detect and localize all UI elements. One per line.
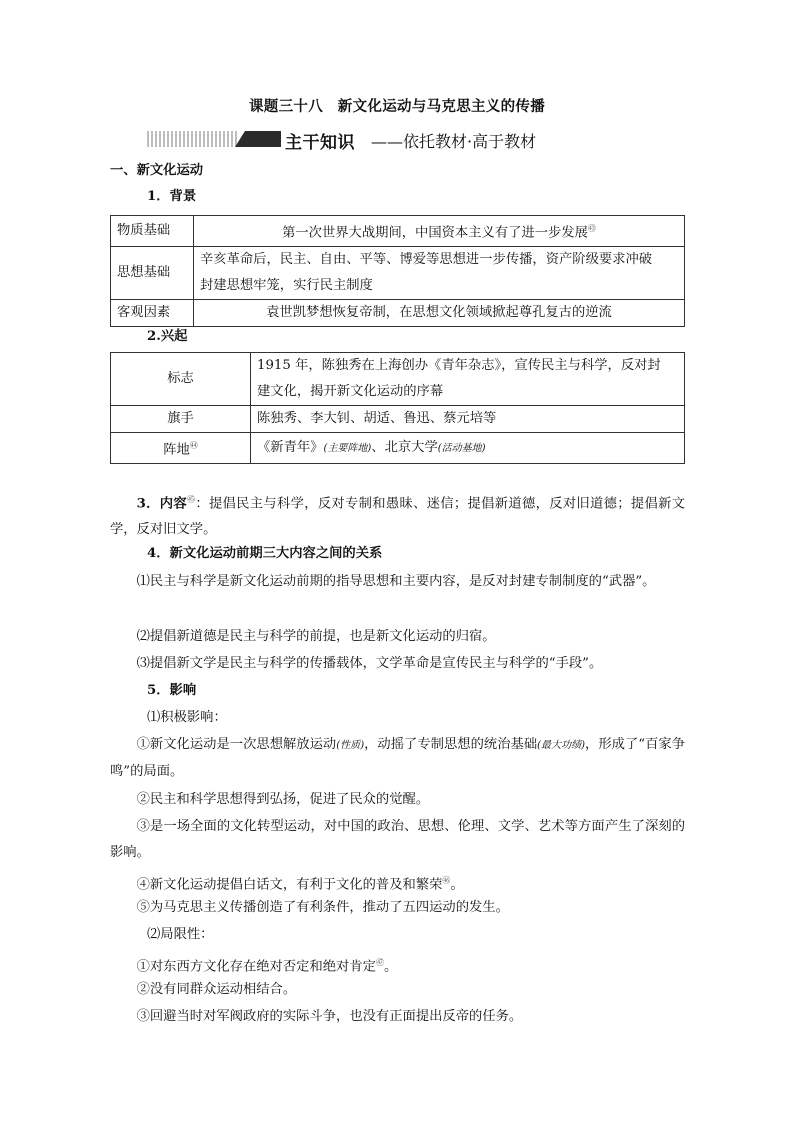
limit-item: ①对东西方文化存在绝对否定和绝对肯定$^㊼$。 — [136, 958, 398, 975]
relation-item: ⑶提倡新文学是民主与科学的传播载体，文学革命是宣传民主与科学的“手段”。 — [136, 656, 603, 671]
footnote-marker: ㊻ — [442, 876, 451, 885]
background-heading: 1．背景 — [147, 189, 197, 204]
table-cell-key: 旗手 — [111, 406, 251, 433]
table-cell-key: 物质基础 — [111, 216, 194, 247]
relation-item: ⑵提倡新道德是民主与科学的前提，也是新文化运动的归宿。 — [136, 629, 496, 644]
table-row — [111, 247, 685, 300]
relation-item: ⑴民主与科学是新文化运动前期的指导思想和主要内容，是反对封建专制制度的“武器”。 — [136, 574, 656, 589]
positive-item: ①新文化运动是一次思想解放运动(性质)，动摇了专制思想的统治基础(最大功绩)，形成了“百家争鸣”的局面。 — [110, 737, 685, 779]
section-heading: 一、新文化运动 — [110, 163, 204, 178]
limit-heading: ⑵局限性： — [147, 927, 214, 942]
rise-heading: 2.兴起 — [147, 329, 188, 344]
table-cell-key: 思想基础 — [111, 247, 194, 300]
banner-stripe-decoration — [147, 131, 239, 147]
section-banner — [147, 128, 567, 152]
footnote-marker: ㊼ — [375, 958, 384, 967]
table-cell-value: 《新青年》(主要阵地)、北京大学(活动基地) — [251, 433, 685, 464]
banner-sub-text: ——依托教材·高于教材 — [371, 132, 537, 151]
footnote-marker: ㊸ — [587, 224, 596, 233]
table-row — [111, 353, 685, 406]
table-row — [111, 300, 685, 327]
background-table — [110, 215, 685, 327]
limit-item: ②没有同群众运动相结合。 — [136, 982, 297, 997]
table-cell-value: 辛亥革命后，民主、自由、平等、博爱等思想进一步传播，资产阶级要求冲破 封建思想牢笼，实行民主制度 — [194, 247, 685, 300]
limit-item: ③回避当时对军阀政府的实际斗争，也没有正面提出反帝的任务。 — [136, 1009, 523, 1024]
table-cell-key: 阵地$^㊹$ — [111, 433, 251, 464]
impact-heading: 5．影响 — [147, 683, 197, 698]
banner-bar-decoration — [235, 131, 281, 147]
rise-table — [110, 352, 685, 464]
positive-item: ③是一场全面的文化转型运动，对中国的政治、思想、伦理、文学、艺术等方面产生了深刻的影响。 — [110, 819, 685, 860]
table-row — [111, 216, 685, 247]
relation-heading: 4．新文化运动前期三大内容之间的关系 — [147, 546, 383, 561]
content-paragraph: 3．内容$^㊺$：提倡民主与科学，反对专制和愚昧、迷信；提倡新道德，反对旧道德；提倡新文学，反对旧文学。 — [110, 495, 686, 538]
table-cell-value: 陈独秀、李大钊、胡适、鲁迅、蔡元培等 — [251, 406, 685, 433]
table-row — [111, 406, 685, 433]
footnote-marker: ㊺ — [187, 495, 196, 504]
table-row — [111, 433, 685, 464]
positive-item: ⑤为马克思主义传播创造了有利条件，推动了五四运动的发生。 — [136, 900, 509, 915]
positive-heading: ⑴积极影响： — [147, 710, 227, 725]
table-cell-key: 客观因素 — [111, 300, 194, 327]
table-cell-value: 第一次世界大战期间，中国资本主义有了进一步发展$^㊸$ — [194, 216, 685, 247]
table-cell-value: 袁世凯梦想恢复帝制，在思想文化领域掀起尊孔复古的逆流 — [194, 300, 685, 327]
table-cell-key: 标志 — [111, 353, 251, 406]
footnote-marker: ㊹ — [189, 441, 198, 450]
positive-item: ④新文化运动提倡白话文，有利于文化的普及和繁荣$^㊻$。 — [136, 876, 464, 893]
positive-item: ②民主和科学思想得到弘扬，促进了民众的觉醒。 — [136, 792, 430, 807]
banner-main-text: 主干知识 — [285, 133, 355, 153]
page-title: 课题三十八 新文化运动与马克思主义的传播 — [249, 98, 545, 115]
table-cell-value: 1915 年，陈独秀在上海创办《青年杂志》，宣传民主与科学，反对封 建文化，揭开新文化运动的序幕 — [251, 353, 685, 406]
